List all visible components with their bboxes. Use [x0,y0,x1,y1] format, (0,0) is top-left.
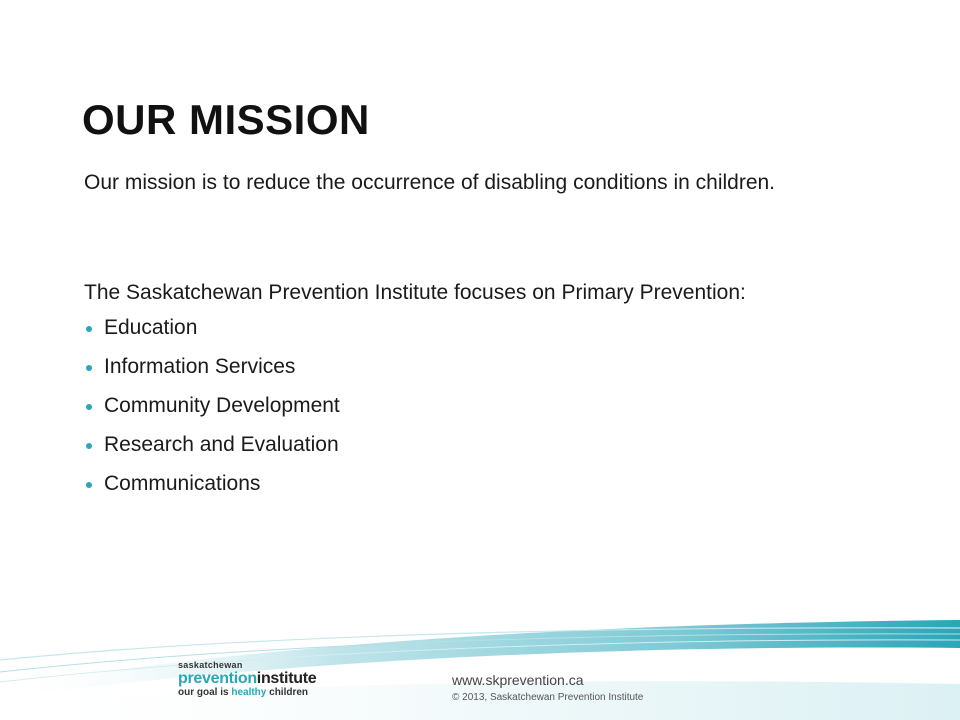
logo [178,661,338,699]
list-item-label: Information Services [104,355,296,378]
logo-tagline [178,687,338,699]
logo-tagline-start: our goal is [178,687,232,698]
list-item-label: Community Development [104,394,340,417]
footer-wave-decoration [0,610,960,720]
list-item-label: Research and Evaluation [104,433,339,456]
slide-title: OUR MISSION [82,96,370,143]
list-item [84,352,340,391]
list-item-label: Communications [104,472,261,495]
focus-list [84,313,340,508]
bullet-icon [86,443,92,449]
bullet-icon [86,482,92,488]
list-item [84,391,340,430]
focus-statement: The Saskatchewan Prevention Institute focuses on Primary Prevention: [84,281,746,304]
bullet-icon [86,326,92,332]
logo-tagline-healthy: healthy [231,687,267,698]
logo-prevention-text: prevention [178,670,257,687]
logo-top-text: saskatchewan [178,660,243,670]
mission-statement: Our mission is to reduce the occurrence of disabling conditions in children. [84,171,776,194]
logo-tagline-end: children [266,687,309,698]
bullet-icon [86,404,92,410]
logo-main-text [178,670,338,687]
bullet-icon [86,365,92,371]
list-item [84,313,340,352]
list-item [84,430,340,469]
copyright-text: © 2013, Saskatchewan Prevention Institute [452,692,644,703]
website-url: www.skprevention.ca [452,672,584,688]
logo-institute-text: institute [256,670,317,687]
list-item [84,469,340,508]
list-item-label: Education [104,316,198,339]
